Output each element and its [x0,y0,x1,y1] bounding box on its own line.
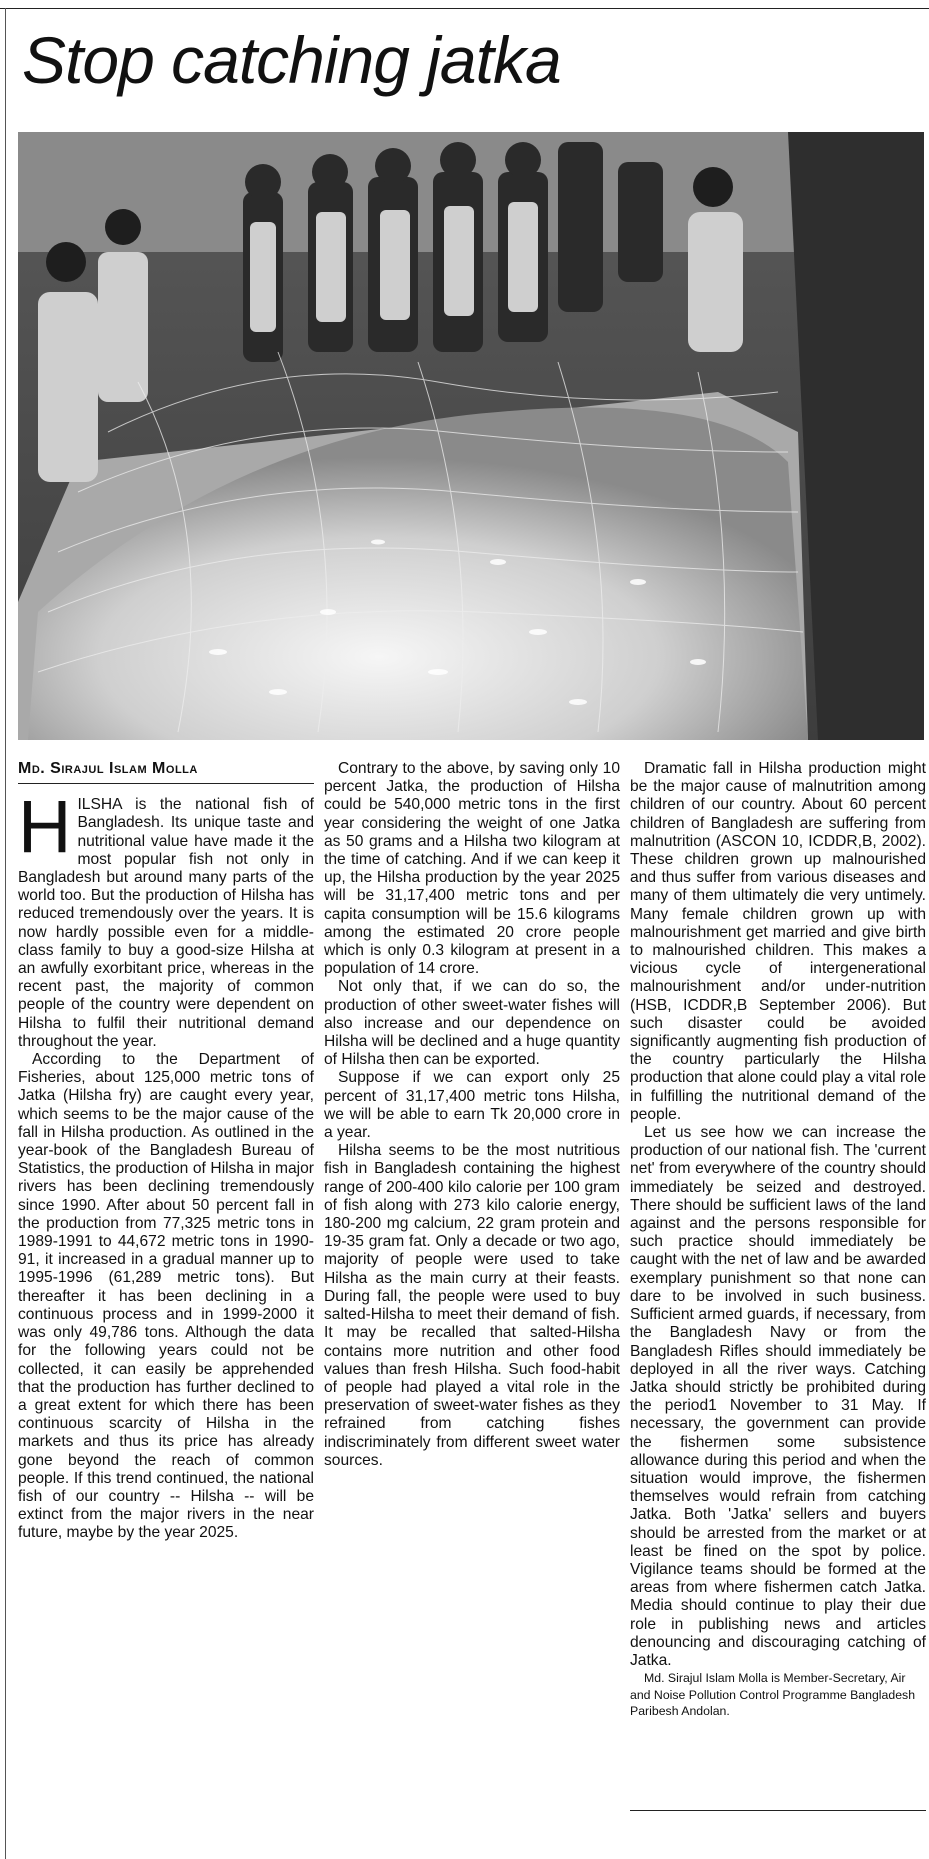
author-note: Md. Sirajul Islam Molla is Member-Secretary, Air and Noise Pollution Control Programme Bangladesh Paribesh Andolan. [630,1671,916,1719]
paragraph-6: Hilsha seems to be the most nutritious fish in Bangladesh containing the highest range of 200-400 kilo calorie per 100 gram of fish along with 273 kilo calorie energy, 180-200 mg calcium, 22 gram protein and 19-35 gram fat. Only a decade or two ago, majority of people were used to take Hilsha as the main curry at their feasts. During fall, the people were used to buy salted-Hilsha to meet their demand of fish. It may be recalled that salted-Hilsha contains more nutrition and other food values than fresh Hilsha. Such food-habit of people had played a vital role in the preservation of sweet-water fishes as they refrained from catching fishes indiscriminately from different sweet water sources. [324,1142,620,1469]
paragraph-4: Not only that, if we can do so, the production of other sweet-water fishes will also increase and our dependence on Hilsha will be declined and a huge quantity of Hilsha then can be exported. [324,978,620,1069]
column-2 [324,760,620,1470]
byline: Md. Sirajul Islam Molla [18,760,314,784]
paragraph-7: Dramatic fall in Hilsha production might be the major cause of malnutrition among children of our country. About 60 percent children of Bangladesh are suffering from malnutrition (ASCON 10, ICDDR,B, 2002). These children grown up malnourished and thus suffer from various diseases and many of them ultimately die very untimely. Many female children grown up with malnourishment get married and give birth to malnourished children. This makes a vicious cycle of intergenerational malnourishment and/or under-nutrition (HSB, ICDDR,B September 2006). But such disaster could be avoided significantly augmenting fish production of the country particularly the Hilsha production that alone could play a vital role in fulfilling the nutritional demand of the people. [630,760,926,1123]
news-photo [18,132,924,740]
photo-illustration [18,132,924,740]
column-3 [630,760,926,1720]
paragraph-5: Suppose if we can export only 25 percent of 31,17,400 metric tons Hilsha, we will be able to earn Tk 20,000 crore in a year. [324,1069,620,1142]
column-1 [18,760,314,1543]
paragraph-8: Let us see how we can increase the production of our national fish. The 'current net' from everywhere of the country should immediately be seized and destroyed. There should be sufficient laws of the land against and the persons responsible for such practice should immediately be caught with the net of law and be awarded exemplary punishment so that none can dare to be involved in such business. Sufficient armed guards, if necessary, from the Bangladesh Navy or from the Bangladesh Rifles should immediately be deployed in all the river ways. Catching Jatka should strictly be prohibited during the period1 November to 31 May. If necessary, the government can provide the fishermen some subsistence allowance during this period and when the situation would improve, the fishermen themselves would refrain from catching Jatka. Both 'Jatka' sellers and buyers should be arrested from the market or at least be fined on the spot by police. Vigilance teams should be formed at the areas from where fishermen catch Jatka. Media should continue to play their due role in publishing news and articles denouncing and discouraging catching of Jatka. [630,1124,926,1669]
headline: Stop catching jatka [22,23,561,97]
drop-cap: H [18,785,72,869]
paragraph-2: According to the Department of Fisheries, about 125,000 metric tons of Jatka (Hilsha fry) are caught every year, which seems to be the major cause of the fall in Hilsha production. As outlined in the year-book of the Bangladesh Bureau of Statistics, the production of Hilsha in major rivers has been declining tremendously since 1990. After about 50 percent fall in the production from 77,325 metric tons in 1989-1991 to 44,672 metric tons in 1990-91, it increased in a gradual manner up to 1995-1996 (61,289 metric tons). But thereafter it has been declining in a continuous process and in 1999-2000 it was only 49,786 tons. Although the data for the following years could not be collected, it can easily be apprehended that the production has further declined to a great extent for which there has been continuous scarcity of Hilsha in the markets and thus its price has already gone beyond the reach of common people. If this trend continued, the national fish of our country -- Hilsha -- will be extinct from the major rivers in the near future, maybe by the year 2025. [18,1051,314,1542]
paragraph-1-text: ILSHA is the national fish of Bangladesh. Its unique taste and nutritional value have made it the most popular fish not only in Bangladesh but around many parts of the world too. But the production of Hilsha has reduced tremendously over the years. It is now hardly possible even for a middle-class family to buy a good-size Hilsha at an awfully exorbitant price, whereas in the recent past, the majority of common people of the country were dependent on Hilsha to fulfil their nutritional demand throughout the year. [18,796,314,1050]
paragraph-1 [18,785,314,1051]
left-rule [5,8,6,1859]
top-rule [0,8,929,9]
paragraph-3: Contrary to the above, by saving only 10 percent Jatka, the production of Hilsha could be 540,000 metric tons in the first year considering the weight of one Jatka as 50 grams and a Hilsha two kilogram at the time of catching. And if we can keep it up, the Hilsha production by the year 2025 will be 31,17,400 metric tons and per capita consumption will be 15.6 kilograms among the estimated 20 crore people which is only 0.3 kilogram at present in a population of 14 crore. [324,760,620,978]
bottom-rule [630,1810,926,1811]
